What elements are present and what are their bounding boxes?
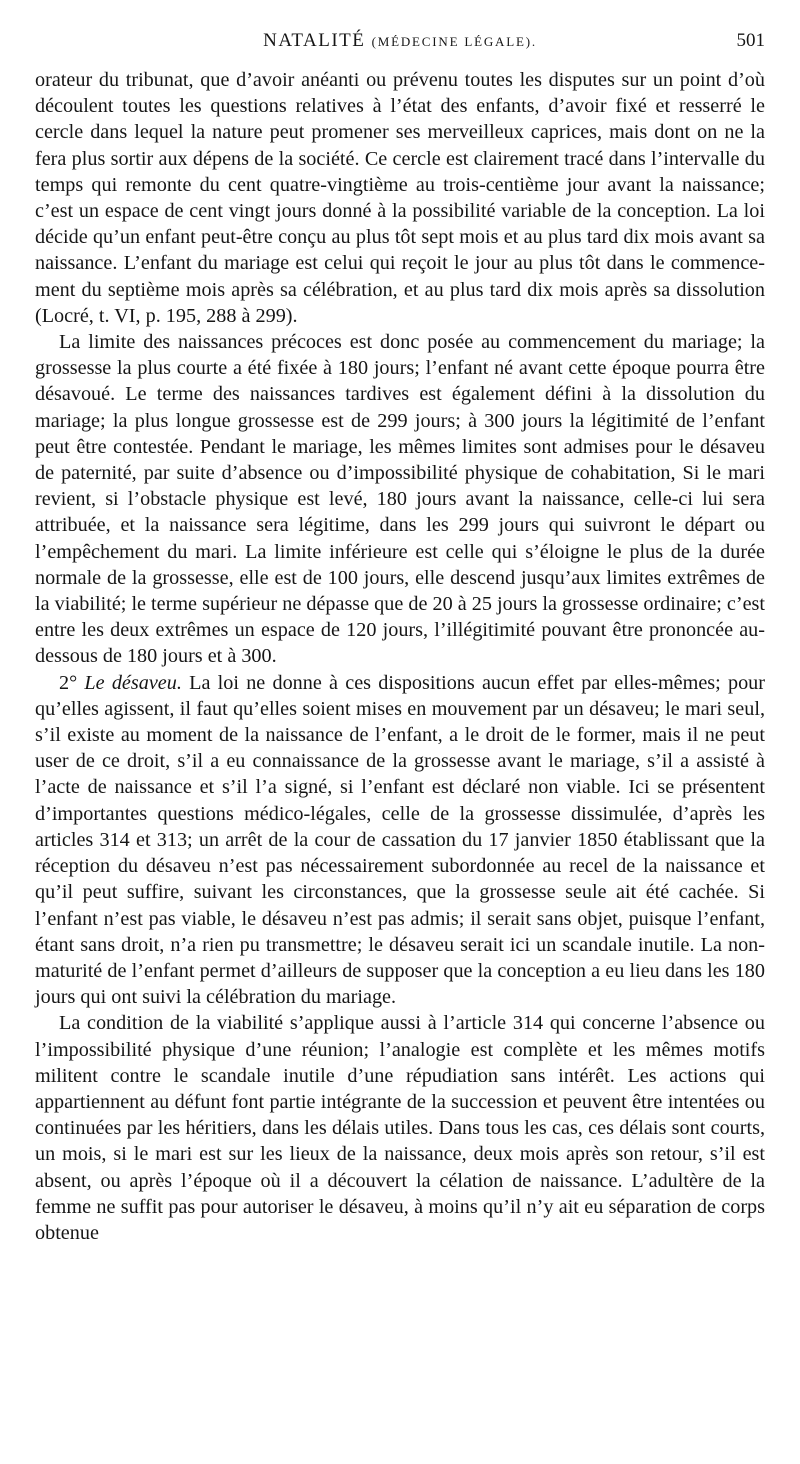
body-text xyxy=(35,67,765,1246)
paragraph-limits xyxy=(35,329,765,670)
paragraph-text: La condition de la viabilité s’applique aussi à l’article 314 qui concerne l’absence ou l’impossibilité physique d’une réunion; l’analogie est complète et les mêmes motifs militent contre le scandale inutile d’une répudiation sans intérêt. Les actions qui appartiennent au défunt font partie intégrante de la succession et peuvent être intentées ou continuées par les héritiers, dans les délais utiles. Dans tous les cas, ces délais sont courts, un mois, si le mari est sur les lieux de la naissance, deux mois après son retour, s’il est absent, ou après l’époque où il a découvert la célation de naissance. L’adultère de la femme ne suffit pas pour autoriser le désaveu, à moins qu’il n’y ait eu séparation de corps obtenue xyxy=(35,1012,765,1244)
paragraph-text: La limite des naissances précoces est donc posée au commencement du mariage; la grossesse la plus courte a été fixée à 180 jours; l’enfant né avant cette époque pourra être désavoué. Le terme des naissances tardives est également défini à la dissolution du mariage; la plus longue grossesse est de 299 jours; à 300 jours la légitimité de l’enfant peut être contestée. Pendant le mariage, les mêmes limites sont admises pour le désaveu de paternité, par suite d’absence ou d’impossibilité physique de cohabitation, Si le mari revient, si l’obstacle physique est levé, 180 jours avant la naissance, celle-ci lui sera attribuée, et la naissance sera légitime, dans les 299 jours qui suivront le départ ou l’empêchement du mari. La limite inférieure est celle qui s’éloigne le plus de la durée normale de la grossesse, elle est de 100 jours, elle descend jusqu’aux limites extrêmes de la viabilité; le terme supérieur ne dépasse que de 20 à 25 jours la grossesse ordinaire; c’est entre les deux extrêmes un espace de 120 jours, l’illégitimité pouvant être prononcée au-dessous de 180 jours et à 300. xyxy=(35,331,765,668)
section-heading: Le désaveu. xyxy=(84,671,182,694)
paragraph-text: orateur du tribunat, que d’avoir anéanti ou prévenu toutes les disputes sur un point d’où découlent toutes les questions relatives à l’état des enfants, d’avoir fixé et resserré le cercle dans lequel la nature peut promener ses merveilleux caprices, mais dont on ne la fera plus sortir aux dépens de la société. Ce cercle est clairement tracé dans l’intervalle du temps qui remonte du cent quatre-vingtième au trois-centième jour avant la naissance; c’est un espace de cent vingt jours donné à la possibilité variable de la conception. La loi décide qu’un enfant peut-être conçu au plus tôt sept mois et au plus tard dix mois avant sa naissance. L’enfant du mariage est celui qui reçoit le jour au plus tôt dans le commencement du septième mois après sa célébration, et au plus tard dix mois après sa dissolution (Locré, t. VI, p. 195, 288 à 299). xyxy=(35,69,765,327)
paragraph-text: La loi ne donne à ces dispositions aucun effet par elles-mêmes; pour qu’elles agissent, il faut qu’elles soient mises en mouvement par un désaveu; le mari seul, s’il existe au moment de la naissance de l’enfant, a le droit de le former, mais il ne peut user de ce droit, s’il a eu connaissance de la grossesse avant le mariage, s’il a assisté à l’acte de naissance et s’il l’a signé, si l’enfant est déclaré non viable. Ici se présentent d’importantes questions médico-légales, celle de la grossesse dissimulée, d’après les articles 314 et 313; un arrêt de la cour de cassation du 17 janvier 1850 établissant que la réception du désaveu n’est pas nécessairement subordonnée au recel de la naissance et qu’il peut suffire, suivant les circonstances, que la grossesse seule ait été cachée. Si l’enfant n’est pas viable, le désaveu n’est pas admis; il serait sans objet, puisque l’enfant, étant sans droit, n’a rien pu transmettre; le désaveu serait ici un scandale inutile. La non-maturité de l’enfant permet d’ailleurs de supposer que la conception a eu lieu dans les 180 jours qui ont suivi la célébration du mariage. xyxy=(35,671,765,1009)
paragraph-desaveu xyxy=(35,670,765,1011)
running-header xyxy=(35,30,765,60)
header-subtitle: (MÉDECINE LÉGALE). xyxy=(371,34,537,49)
paragraph-viabilite xyxy=(35,1010,765,1246)
section-number: 2° xyxy=(59,671,85,694)
page-number: 501 xyxy=(736,30,765,51)
paragraph-continuation xyxy=(35,67,765,329)
running-title xyxy=(35,30,765,52)
header-title: NATALITÉ xyxy=(263,30,366,51)
